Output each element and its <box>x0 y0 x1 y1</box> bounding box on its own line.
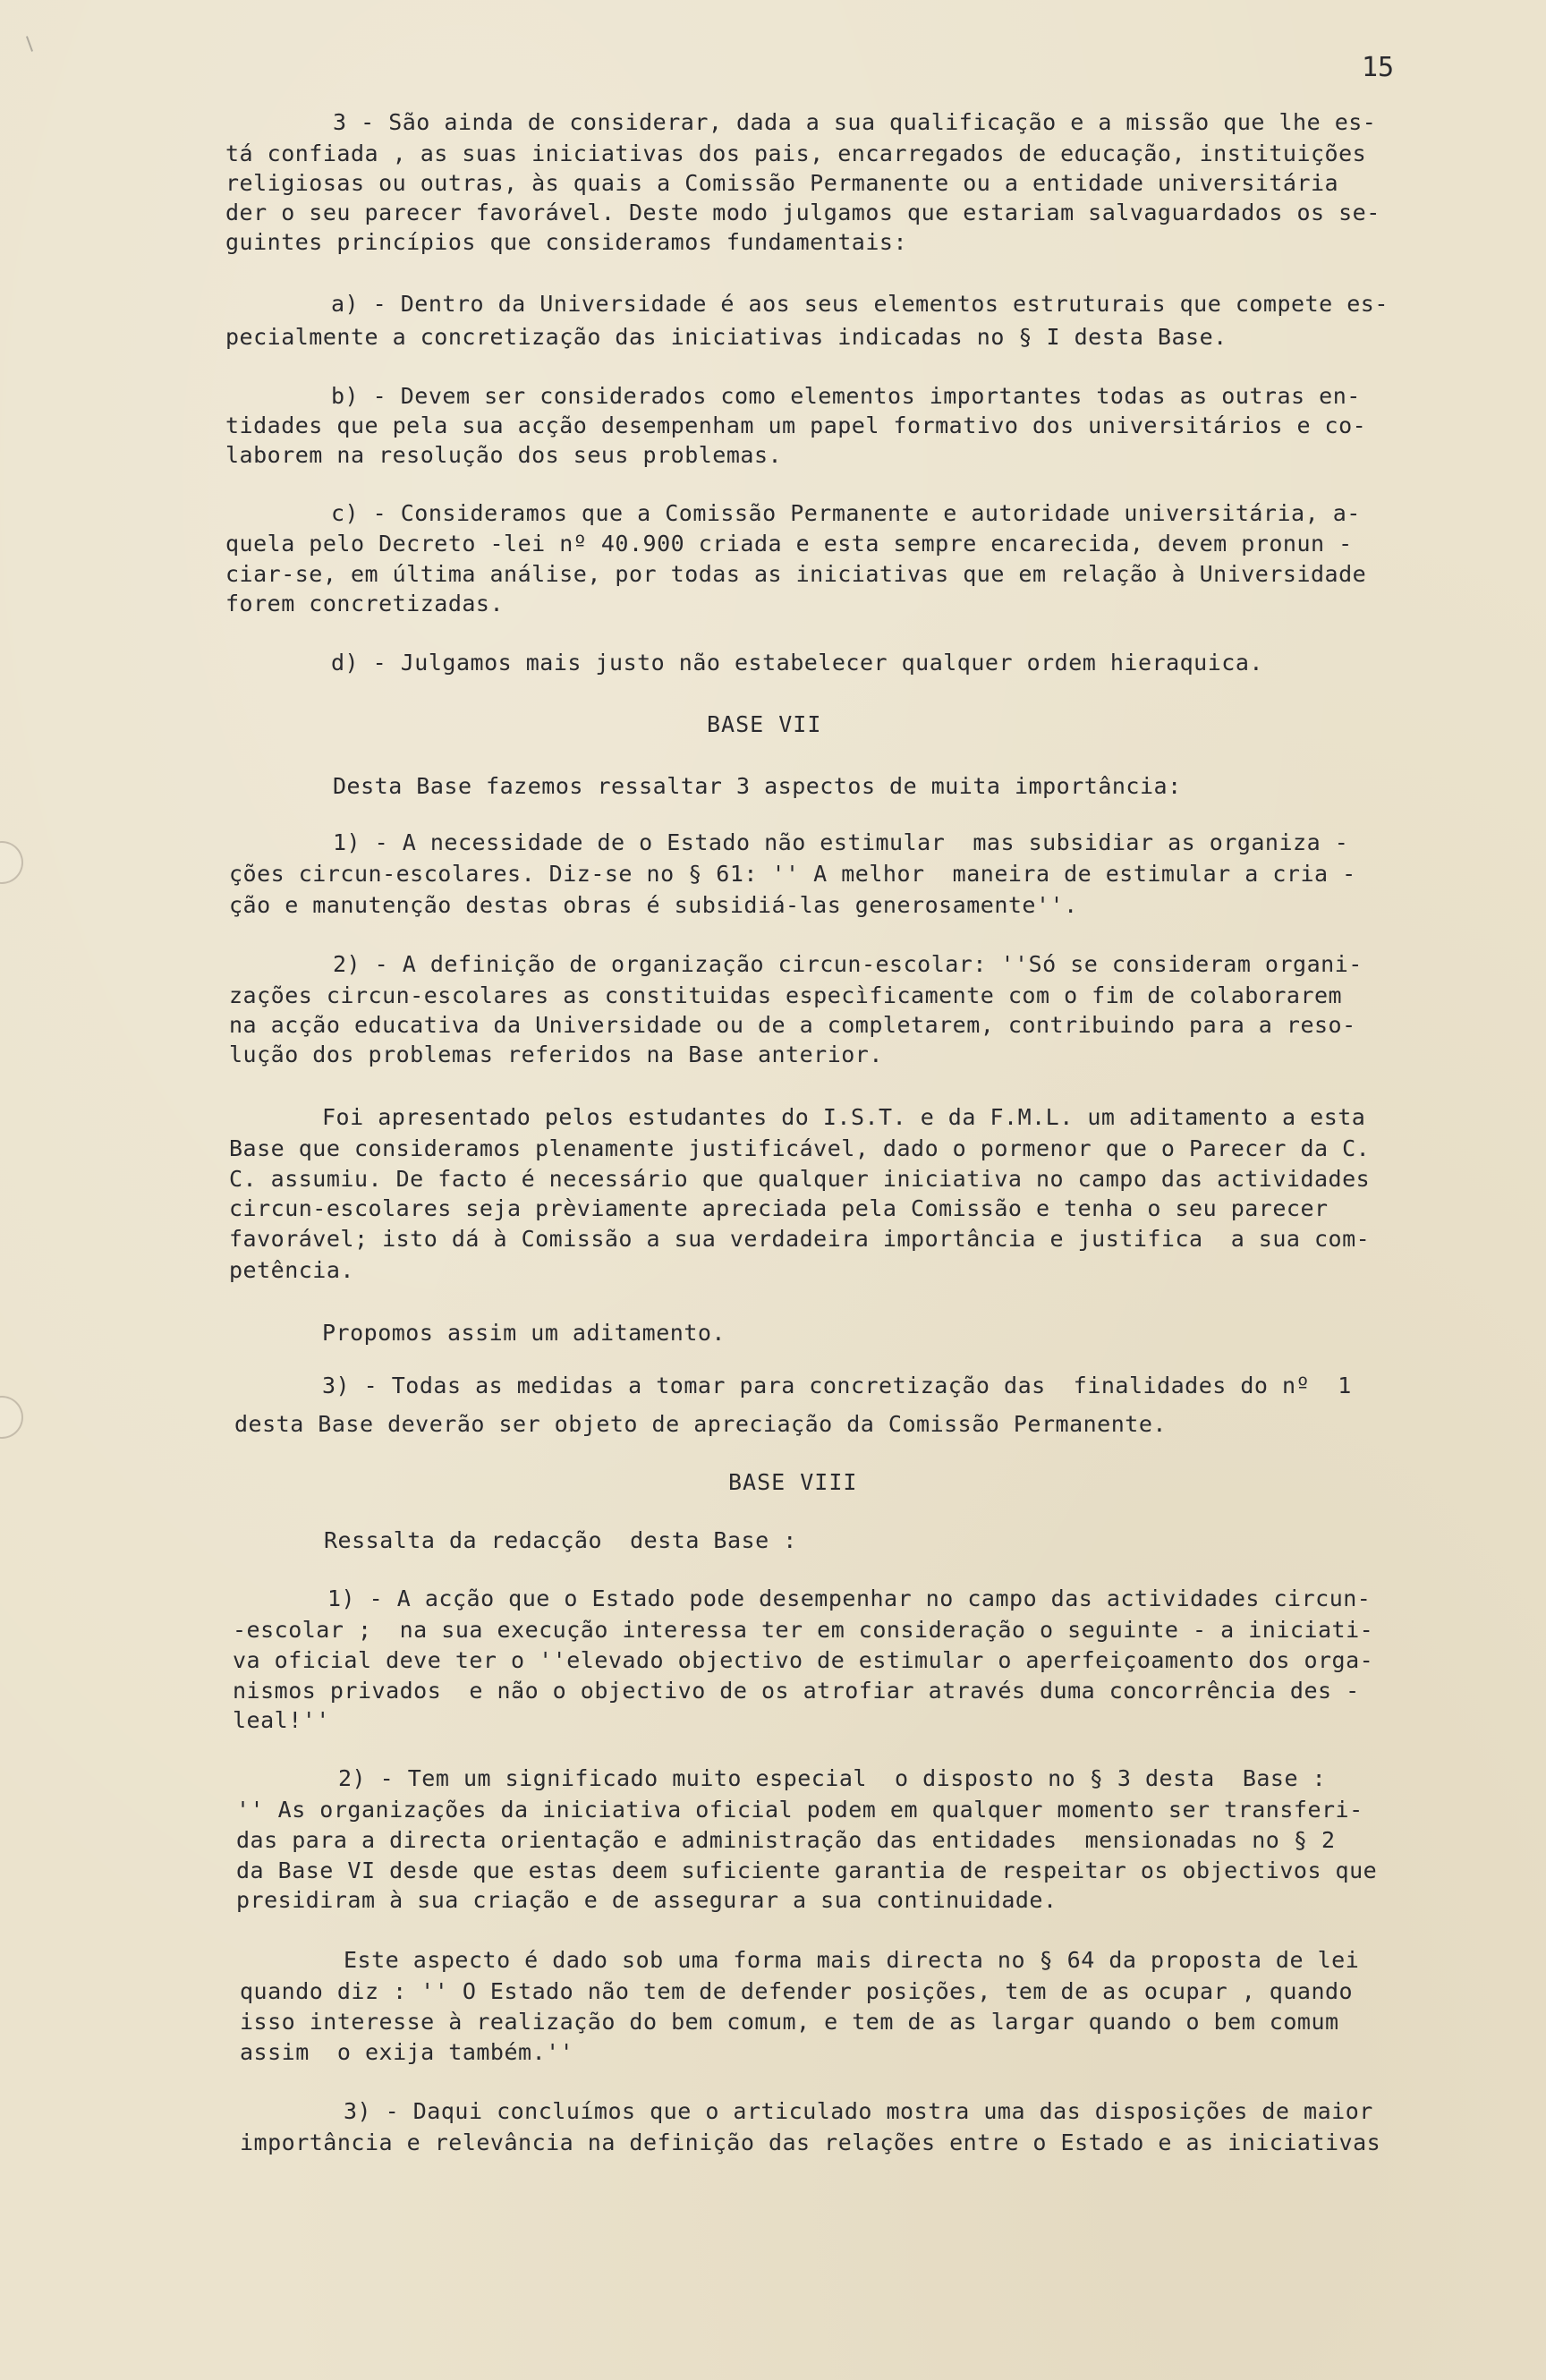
section-heading: BASE VII <box>707 711 822 737</box>
section-heading: BASE VIII <box>728 1469 858 1495</box>
paragraph-line: na acção educativa da Universidade ou de a completarem, contribuindo para a reso- <box>229 1012 1356 1038</box>
paragraph-line: der o seu parecer favorável. Deste modo julgamos que estariam salvaguardados os se- <box>225 200 1380 225</box>
page-number: 15 <box>1362 52 1395 83</box>
paragraph-line: presidiram à sua criação e de assegurar a sua continuidade. <box>236 1887 1058 1913</box>
paragraph-line: ção e manutenção destas obras é subsidiá-las generosamente''. <box>229 892 1078 918</box>
paragraph-line: quela pelo Decreto -lei nº 40.900 criada e esta sempre encarecida, devem pronun - <box>225 531 1353 557</box>
paragraph-line: 3 - São ainda de considerar, dada a sua qualificação e a missão que lhe es- <box>333 109 1377 135</box>
pencil-mark <box>26 36 33 52</box>
paragraph-line: lução dos problemas referidos na Base anterior. <box>229 1041 883 1067</box>
paragraph-line: tá confiada , as suas iniciativas dos pais, encarregados de educação, instituições <box>225 140 1367 166</box>
paragraph-line: forem concretizadas. <box>225 591 505 616</box>
paragraph-line: c) - Consideramos que a Comissão Permanente e autoridade universitária, a- <box>331 500 1361 526</box>
paragraph-line: Desta Base fazemos ressaltar 3 aspectos de muita importância: <box>333 773 1182 799</box>
paragraph-line: '' As organizações da iniciativa oficial podem em qualquer momento ser transferi- <box>236 1797 1363 1823</box>
paragraph-line: religiosas ou outras, às quais a Comissão Permanente ou a entidade universitária <box>225 170 1339 196</box>
punch-hole-mark <box>0 841 23 884</box>
paragraph-line: -escolar ; na sua execução interessa ter em consideração o seguinte - a iniciati- <box>233 1617 1374 1643</box>
paragraph-line: C. assumiu. De facto é necessário que qualquer iniciativa no campo das actividades <box>229 1166 1371 1192</box>
paragraph-line: importância e relevância na definição das relações entre o Estado e as iniciativas <box>240 2129 1381 2155</box>
paragraph-line: Foi apresentado pelos estudantes do I.S.T. e da F.M.L. um aditamento a esta <box>322 1104 1366 1130</box>
punch-hole-mark <box>0 1396 23 1439</box>
paragraph-line: assim o exija também.'' <box>240 2039 574 2065</box>
paragraph-line: circun-escolares seja prèviamente apreciada pela Comissão e tenha o seu parecer <box>229 1195 1329 1221</box>
paragraph-line: ções circun-escolares. Diz-se no § 61: '' A melhor maneira de estimular a cria - <box>229 861 1356 887</box>
paragraph-line: da Base VI desde que estas deem suficiente garantia de respeitar os objectivos que <box>236 1857 1378 1883</box>
paragraph-line: va oficial deve ter o ''elevado objectivo de estimular o aperfeiçoamento dos orga- <box>233 1647 1374 1673</box>
paragraph-line: das para a directa orientação e administração das entidades mensionadas no § 2 <box>236 1827 1336 1853</box>
paragraph-line: 1) - A acção que o Estado pode desempenhar no campo das actividades circun- <box>327 1585 1372 1611</box>
paragraph-line: Este aspecto é dado sob uma forma mais directa no § 64 da proposta de lei <box>344 1947 1360 1973</box>
paragraph-line: desta Base deverão ser objeto de apreciação da Comissão Permanente. <box>234 1411 1167 1437</box>
paragraph-line: 2) - A definição de organização circun-escolar: ''Só se consideram organi- <box>333 951 1363 977</box>
paragraph-line: 3) - Todas as medidas a tomar para concretização das finalidades do nº 1 <box>322 1373 1352 1398</box>
paragraph-line: a) - Dentro da Universidade é aos seus elementos estruturais que compete es- <box>331 291 1389 317</box>
paragraph-line: 2) - Tem um significado muito especial o disposto no § 3 desta Base : <box>338 1765 1327 1791</box>
paragraph-line: zações circun-escolares as constituidas especìficamente com o fim de colaborarem <box>229 982 1343 1008</box>
paragraph-line: favorável; isto dá à Comissão a sua verdadeira importância e justifica a sua com- <box>229 1226 1371 1252</box>
paragraph-line: isso interesse à realização do bem comum, e tem de as largar quando o bem comum <box>240 2009 1339 2035</box>
paragraph-line: d) - Julgamos mais justo não estabelecer qualquer ordem hieraquica. <box>331 650 1263 676</box>
paragraph-line: laborem na resolução dos seus problemas. <box>225 442 783 468</box>
paragraph-line: tidades que pela sua acção desempenham um papel formativo dos universitários e co- <box>225 412 1367 438</box>
paragraph-line: pecialmente a concretização das iniciativas indicadas no § I desta Base. <box>225 324 1227 350</box>
paragraph-line: leal!'' <box>233 1707 330 1733</box>
paragraph-line: quando diz : '' O Estado não tem de defender posições, tem de as ocupar , quando <box>240 1978 1354 2004</box>
paragraph-line: guintes princípios que consideramos fundamentais: <box>225 229 908 255</box>
paragraph-line: nismos privados e não o objectivo de os atrofiar através duma concorrência des - <box>233 1678 1360 1704</box>
paragraph-line: b) - Devem ser considerados como elementos importantes todas as outras en- <box>331 383 1361 409</box>
paragraph-line: Propomos assim um aditamento. <box>322 1320 726 1346</box>
paragraph-line: 3) - Daqui concluímos que o articulado mostra uma das disposições de maior <box>344 2098 1373 2124</box>
paragraph-line: Base que consideramos plenamente justificável, dado o pormenor que o Parecer da C. <box>229 1135 1371 1161</box>
paragraph-line: Ressalta da redacção desta Base : <box>324 1527 797 1553</box>
paragraph-line: petência. <box>229 1257 354 1283</box>
paragraph-line: 1) - A necessidade de o Estado não estimular mas subsidiar as organiza - <box>333 829 1349 855</box>
paragraph-line: ciar-se, em última análise, por todas as iniciativas que em relação à Universidade <box>225 561 1367 587</box>
